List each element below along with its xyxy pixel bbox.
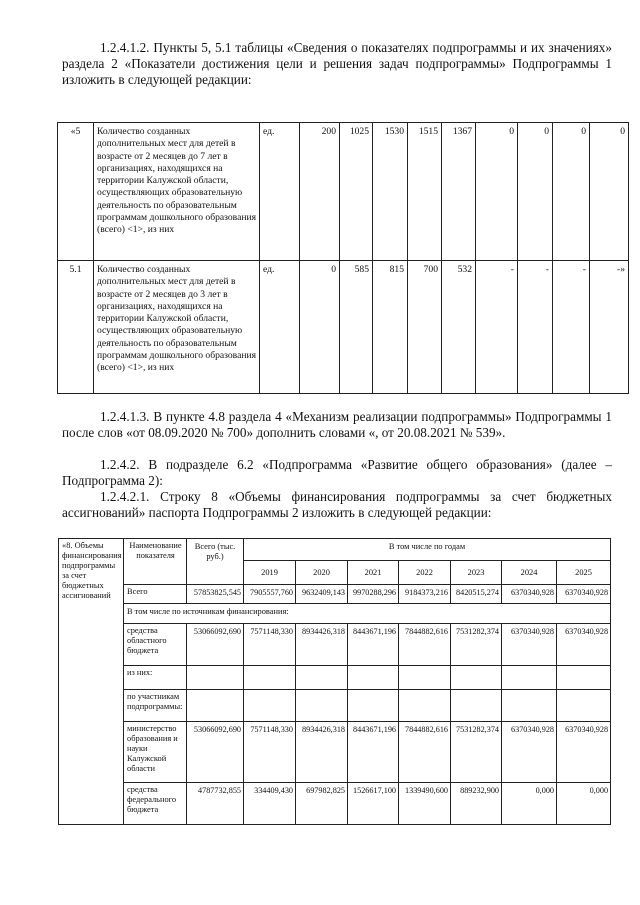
header-total: Всего (тыс. руб.): [187, 539, 244, 585]
cell-value: 0,000: [557, 783, 611, 825]
table-row: [58, 261, 629, 394]
sources-label: В том числе по источникам финансирования:: [124, 604, 611, 624]
cell-value: 8934426,318: [296, 722, 348, 783]
year-header: 2022: [399, 561, 451, 585]
cell-value: 9970288,296: [348, 585, 399, 604]
cell-value: 7571148,330: [244, 624, 296, 666]
cell-value: 700: [408, 261, 442, 394]
cell-value: 1339490,600: [399, 783, 451, 825]
cell-value: -: [518, 261, 553, 394]
table-row: [58, 123, 629, 261]
cell-value: 0: [590, 123, 629, 261]
cell-value: 0: [300, 261, 340, 394]
cell-value: 6370340,928: [557, 585, 611, 604]
cell-value: 1367: [442, 123, 476, 261]
cell-value: 7531282,374: [451, 624, 502, 666]
cell-value: 8443671,196: [348, 722, 399, 783]
table-row: [59, 604, 611, 624]
cell-value: 6370340,928: [502, 585, 557, 604]
year-header: 2021: [348, 561, 399, 585]
cell-value: 200: [300, 123, 340, 261]
cell-value: 9632409,143: [296, 585, 348, 604]
cell-value: 815: [373, 261, 408, 394]
cell-value: 334409,430: [244, 783, 296, 825]
table-row: [59, 783, 611, 825]
indicators-table: [57, 122, 629, 394]
year-header: 2024: [502, 561, 557, 585]
cell-value: 1515: [408, 123, 442, 261]
header-name: Наименование показателя: [124, 539, 187, 585]
cell-value: 0: [476, 123, 518, 261]
paragraph-3: 1.2.4.2. В подразделе 6.2 «Подпрограмма «Развитие общего образования» (далее – Подпрограмма 2):: [62, 457, 612, 488]
cell-value: -: [476, 261, 518, 394]
cell-value: 7571148,330: [244, 722, 296, 783]
cell-value: 6370340,928: [502, 722, 557, 783]
paragraph-4: 1.2.4.2.1. Строку 8 «Объемы финансирования подпрограммы за счет бюджетных ассигнований» паспорта Подпрограммы 2 изложить в следующей редакции:: [62, 489, 612, 520]
table-row: [59, 585, 611, 604]
cell-value: 532: [442, 261, 476, 394]
cell-value: 0,000: [502, 783, 557, 825]
year-header: 2023: [451, 561, 502, 585]
row-description: Количество созданных дополнительных мест для детей в возрасте от 2 месяцев до 7 лет в организациях, находящихся на территории Калужской области, осуществляющих образовательную деятельность по образовательным программам дошкольного образования (всего) <1>, из них: [94, 123, 260, 261]
cell-value: 7844882,616: [399, 722, 451, 783]
year-header: 2020: [296, 561, 348, 585]
row-unit: ед.: [260, 261, 300, 394]
row-code: 5.1: [58, 261, 94, 394]
table-row: [59, 722, 611, 783]
year-header: 2025: [557, 561, 611, 585]
row-label: средства областного бюджета: [124, 624, 187, 666]
row-label: министерство образования и науки Калужской области: [124, 722, 187, 783]
cell-value: 7844882,616: [399, 624, 451, 666]
cell-value: 6370340,928: [557, 624, 611, 666]
cell-value: 1530: [373, 123, 408, 261]
cell-value: 1526617,100: [348, 783, 399, 825]
header-row: [59, 539, 611, 561]
cell-value: 0: [518, 123, 553, 261]
row-description: Количество созданных дополнительных мест для детей в возрасте от 2 месяцев до 3 лет в организациях, находящихся на территории Калужской области, осуществляющих образовательную деятельность по образовательным программам дошкольного образования (всего) <1>, из них: [94, 261, 260, 394]
cell-value: -»: [590, 261, 629, 394]
cell-value: 697982,825: [296, 783, 348, 825]
table-row: [59, 624, 611, 666]
cell-total: 57853825,545: [187, 585, 244, 604]
cell-value: 889232,900: [451, 783, 502, 825]
row-label: средства федерального бюджета: [124, 783, 187, 825]
cell-total: 4787732,855: [187, 783, 244, 825]
row-unit: ед.: [260, 123, 300, 261]
year-header: 2019: [244, 561, 296, 585]
row-title: «8. Объемы финансирования подпрограммы за счет бюджетных ассигнований: [59, 539, 124, 825]
cell-total: 53066092,690: [187, 722, 244, 783]
paragraph-1: 1.2.4.1.2. Пункты 5, 5.1 таблицы «Сведения о показателях подпрограммы и их значениях» раздела 2 «Показатели достижения цели и решения задач подпрограммы» Подпрограммы 1 изложить в следующей редакции:: [62, 40, 612, 87]
cell-value: 7905557,760: [244, 585, 296, 604]
header-years-group: В том числе по годам: [244, 539, 611, 561]
cell-value: 7531282,374: [451, 722, 502, 783]
cell-value: 8443671,196: [348, 624, 399, 666]
row-code: «5: [58, 123, 94, 261]
finance-table: [58, 538, 611, 825]
cell-value: 6370340,928: [502, 624, 557, 666]
row-label: Всего: [124, 585, 187, 604]
cell-value: 0: [553, 123, 590, 261]
cell-value: 585: [340, 261, 373, 394]
row-label: из них:: [124, 666, 187, 690]
cell-value: 9184373,216: [399, 585, 451, 604]
cell-value: 1025: [340, 123, 373, 261]
row-label: по участникам подпрограммы:: [124, 690, 187, 722]
cell-value: 8420515,274: [451, 585, 502, 604]
cell-value: -: [553, 261, 590, 394]
cell-value: 8934426,318: [296, 624, 348, 666]
cell-total: 53066092,690: [187, 624, 244, 666]
table-row: [59, 690, 611, 722]
cell-value: 6370340,928: [557, 722, 611, 783]
paragraph-2: 1.2.4.1.3. В пункте 4.8 раздела 4 «Механизм реализации подпрограммы» Подпрограммы 1 после слов «от 08.09.2020 № 700» дополнить словами «, от 20.08.2021 № 539».: [62, 409, 612, 440]
table-row: [59, 666, 611, 690]
